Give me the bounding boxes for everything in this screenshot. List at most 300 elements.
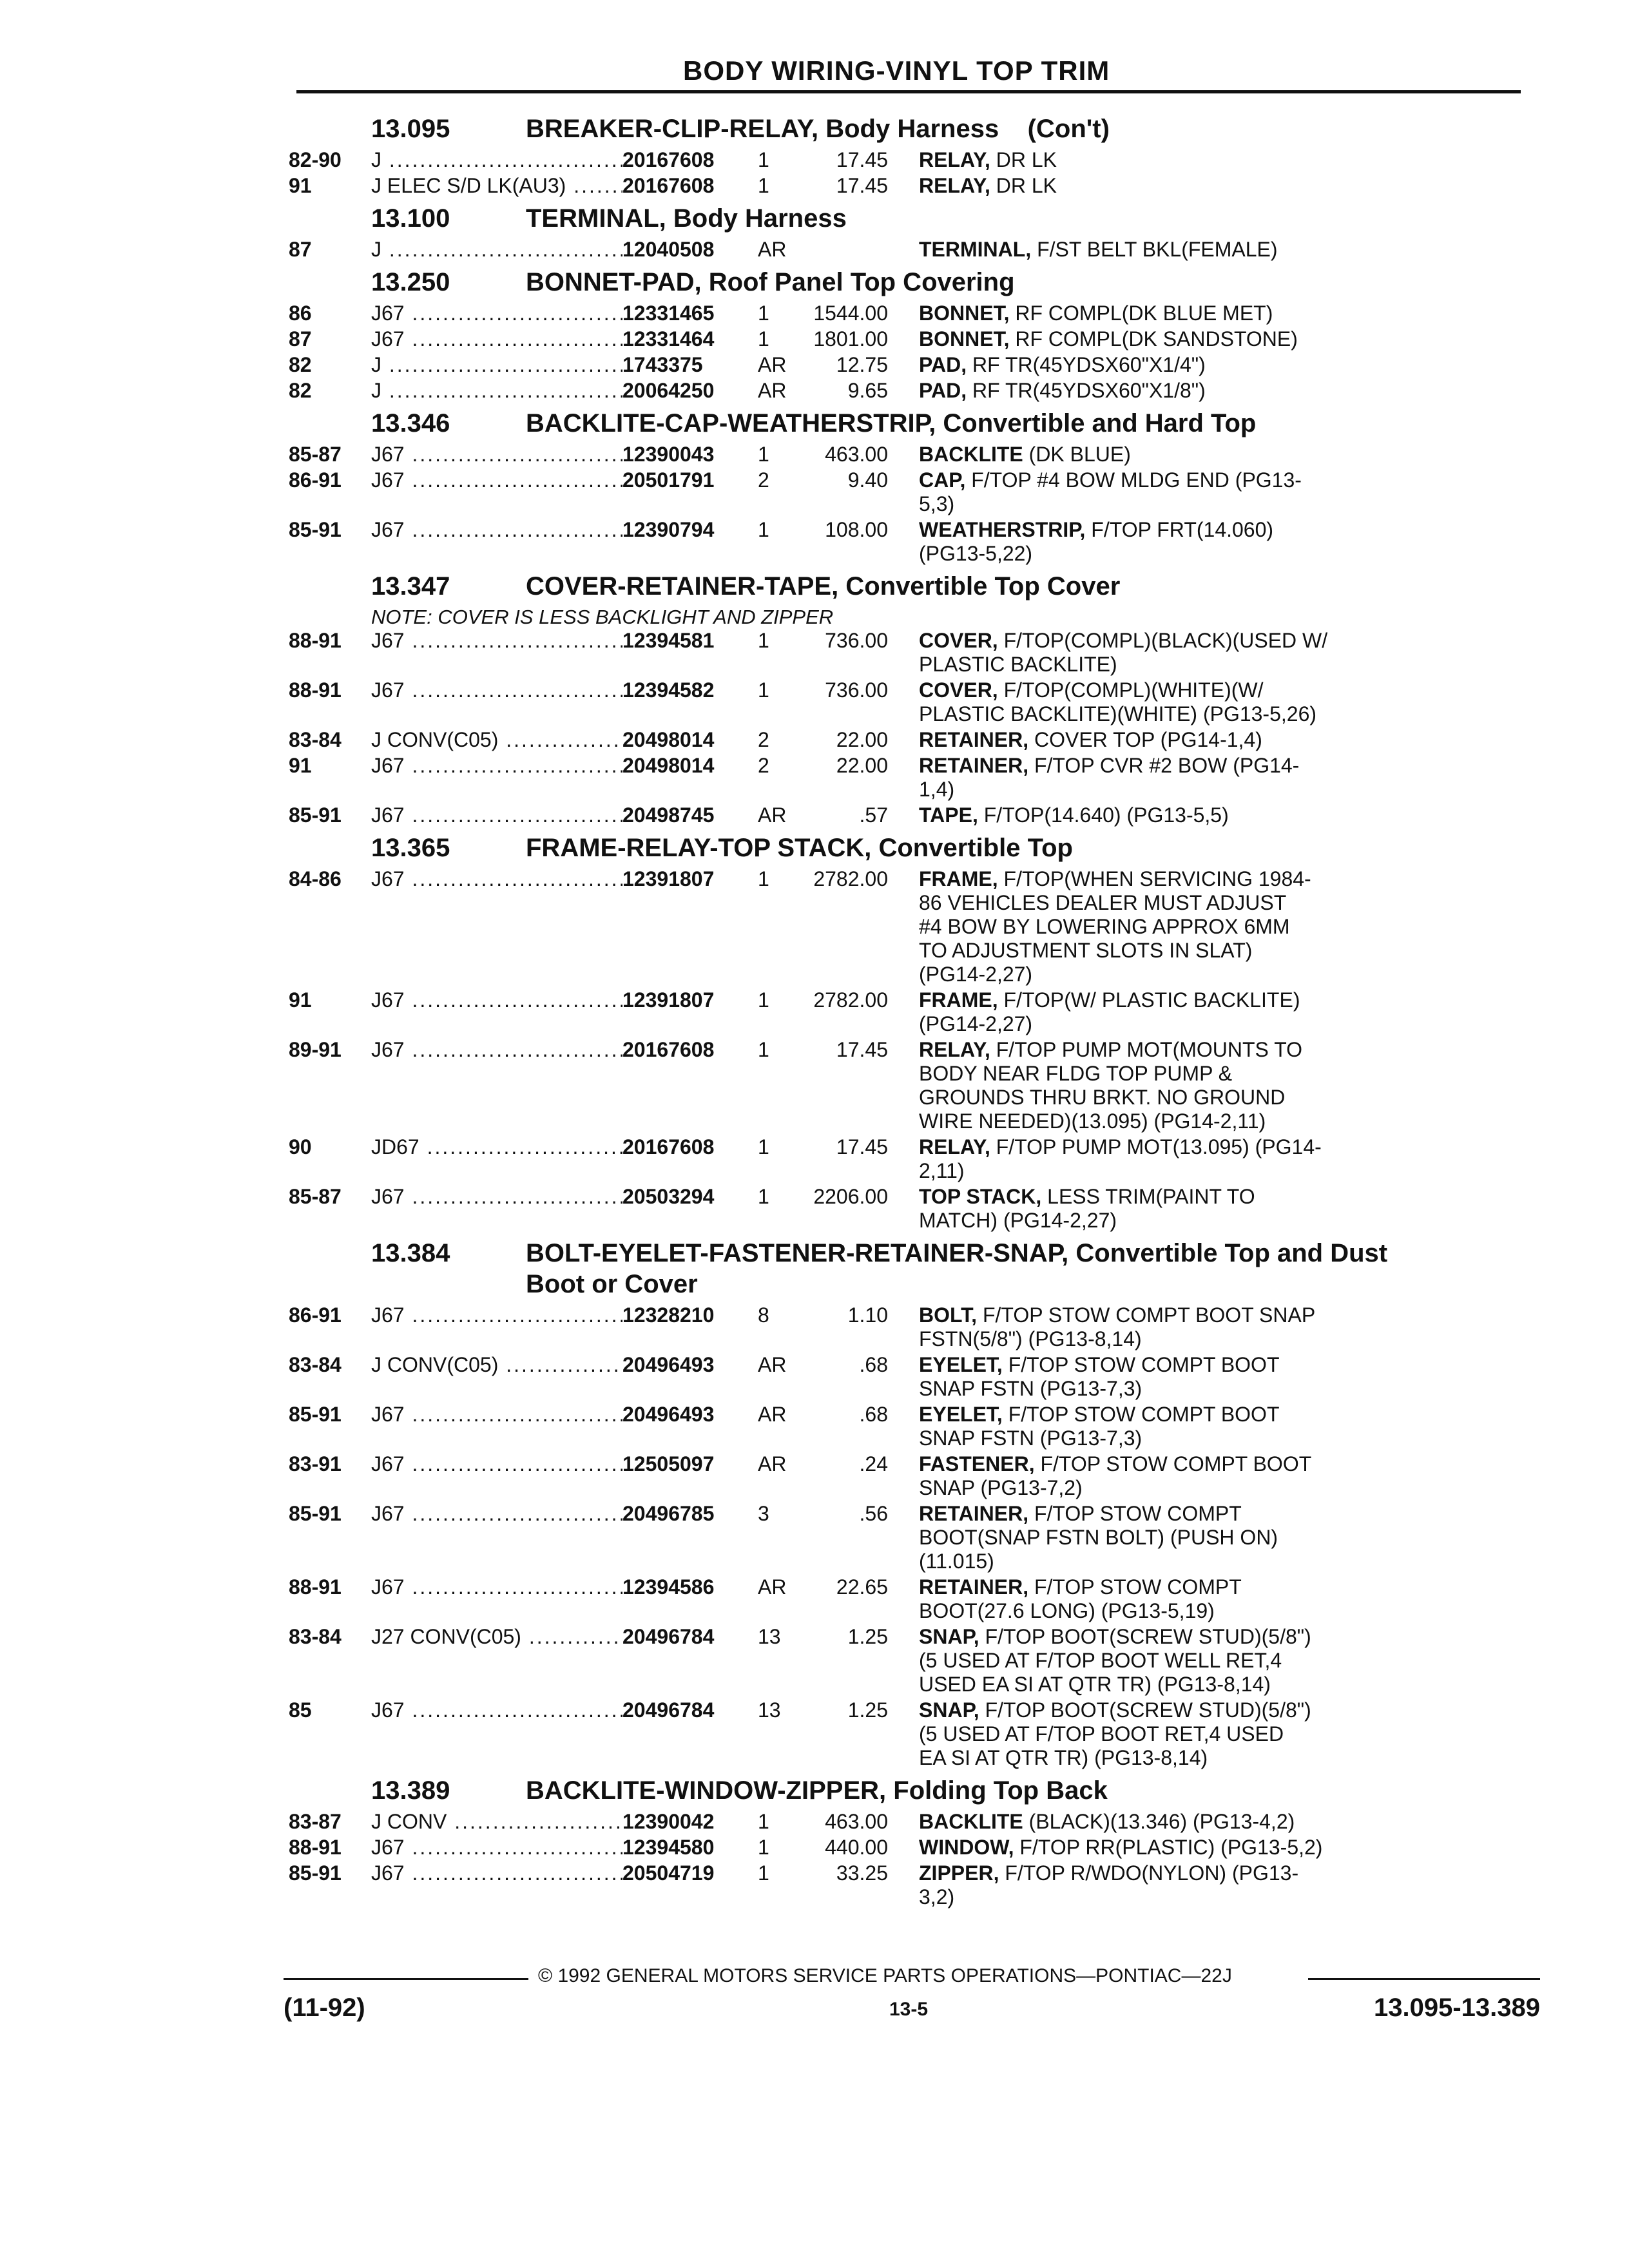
- footer-rule-left: [284, 1978, 528, 1980]
- price: [809, 302, 919, 325]
- part-detail: (DK BLUE): [1028, 443, 1131, 466]
- part-detail: RF COMPL(DK SANDSTONE): [1015, 327, 1298, 351]
- part-number-text: 20503294: [622, 1185, 715, 1208]
- fitment: [371, 1353, 622, 1401]
- quantity-text: 1: [758, 148, 769, 171]
- fitment: [371, 518, 622, 566]
- fitment-text: J67: [371, 867, 405, 890]
- model-years: [289, 468, 371, 516]
- model-years: [289, 803, 371, 827]
- price-text: 1.10: [847, 1303, 888, 1327]
- part-number: [622, 1403, 758, 1450]
- part-detail: F/TOP BOOT(SCREW STUD)(5/8") (5 USED AT F/TOP BOOT WELL RET,4 USED EA SI AT QTR TR) (PG13-8,14): [919, 1625, 1311, 1696]
- fitment: [371, 678, 622, 726]
- fitment-text: J CONV(C05): [371, 1353, 499, 1376]
- part-name: TERMINAL,: [919, 238, 1032, 261]
- part-detail: DR LK: [996, 148, 1057, 171]
- model-years: [289, 174, 371, 198]
- part-detail: RF COMPL(DK BLUE MET): [1015, 302, 1273, 325]
- part-description: [919, 1698, 1539, 1770]
- section-heading: [289, 203, 1539, 234]
- part-description: [919, 1038, 1539, 1133]
- fitment: [371, 1403, 622, 1450]
- part-name: BONNET,: [919, 302, 1010, 325]
- fitment-text: J67: [371, 803, 405, 827]
- part-row: [289, 1698, 1539, 1770]
- part-number: [622, 174, 758, 198]
- price-text: .56: [859, 1502, 888, 1525]
- model-years: [289, 443, 371, 466]
- quantity: [758, 728, 809, 752]
- part-number-text: 12331465: [622, 302, 715, 325]
- price: [809, 174, 919, 198]
- model-years: [289, 1575, 371, 1623]
- price: [809, 867, 919, 986]
- section-heading: [289, 408, 1539, 439]
- price: [809, 1403, 919, 1450]
- part-row: [289, 803, 1539, 827]
- fitment: [371, 867, 622, 986]
- fitment-text: J67: [371, 1698, 405, 1722]
- price: [809, 1698, 919, 1770]
- part-row: [289, 678, 1539, 726]
- model-years: [289, 1038, 371, 1133]
- part-name: RETAINER,: [919, 1575, 1029, 1599]
- part-description: [919, 327, 1539, 351]
- part-detail: F/TOP STOW COMPT BOOT SNAP FSTN(5/8") (PG13-8,14): [919, 1303, 1316, 1350]
- part-name: RELAY,: [919, 174, 990, 197]
- section-13-389: [289, 1775, 1539, 1909]
- section-13-384: [289, 1238, 1539, 1770]
- part-row: [289, 1836, 1539, 1860]
- part-description: [919, 148, 1539, 172]
- section-title: BONNET-PAD, Roof Panel Top Covering: [526, 268, 1015, 296]
- quantity: [758, 754, 809, 802]
- price-text: 22.00: [836, 754, 888, 777]
- part-number-text: 12505097: [622, 1452, 715, 1475]
- price: [809, 327, 919, 351]
- part-name: FASTENER,: [919, 1452, 1035, 1475]
- quantity-text: 13: [758, 1698, 781, 1722]
- part-name: RELAY,: [919, 1038, 990, 1061]
- model-years: [289, 867, 371, 986]
- part-number: [622, 327, 758, 351]
- fitment: [371, 1575, 622, 1623]
- quantity: [758, 1502, 809, 1573]
- model-years: [289, 1861, 371, 1909]
- part-description: [919, 803, 1539, 827]
- part-row: [289, 867, 1539, 986]
- part-row: [289, 148, 1539, 172]
- quantity: [758, 518, 809, 566]
- part-number: [622, 1575, 758, 1623]
- fitment: [371, 1303, 622, 1351]
- quantity: [758, 629, 809, 677]
- part-detail: DR LK: [996, 174, 1057, 197]
- quantity: [758, 803, 809, 827]
- part-number-text: 20064250: [622, 379, 715, 402]
- quantity: [758, 353, 809, 377]
- fitment-text: J67: [371, 754, 405, 777]
- section-title: BOLT-EYELET-FASTENER-RETAINER-SNAP, Convertible Top and Dust Boot or Cover: [526, 1239, 1388, 1298]
- fitment-text: J67: [371, 1502, 405, 1525]
- section-number: 13.389: [371, 1776, 450, 1805]
- quantity-text: 8: [758, 1303, 769, 1327]
- model-years-text: 85-91: [289, 1502, 342, 1525]
- part-detail: F/TOP CVR #2 BOW (PG14- 1,4): [919, 754, 1300, 801]
- model-years: [289, 754, 371, 802]
- section-13-250: [289, 267, 1539, 403]
- part-description: [919, 1810, 1539, 1834]
- fitment-text: J67: [371, 629, 405, 652]
- price: [809, 988, 919, 1036]
- part-number-text: 20496784: [622, 1698, 715, 1722]
- fitment: [371, 1185, 622, 1233]
- quantity: [758, 379, 809, 403]
- part-number: [622, 728, 758, 752]
- price-text: 1.25: [847, 1698, 888, 1722]
- part-name: SNAP,: [919, 1625, 979, 1648]
- part-row: [289, 443, 1539, 466]
- price-text: 1.25: [847, 1625, 888, 1648]
- fitment: [371, 148, 622, 172]
- price: [809, 1575, 919, 1623]
- fitment-text: J: [371, 148, 381, 171]
- fitment-text: J67: [371, 1861, 405, 1885]
- part-number-text: 20167608: [622, 148, 715, 171]
- price-text: 2782.00: [813, 988, 888, 1012]
- part-row: [289, 1303, 1539, 1351]
- quantity: [758, 988, 809, 1036]
- part-row: [289, 468, 1539, 516]
- section-title: FRAME-RELAY-TOP STACK, Convertible Top: [526, 834, 1073, 862]
- part-number-text: 12040508: [622, 238, 715, 261]
- part-name: RELAY,: [919, 148, 990, 171]
- part-detail: F/TOP PUMP MOT(MOUNTS TO BODY NEAR FLDG TOP PUMP & GROUNDS THRU BRKT. NO GROUND WIRE NEEDED)(13.095) (PG14-2,11): [919, 1038, 1303, 1133]
- quantity-text: AR: [758, 1575, 787, 1599]
- model-years-text: 88-91: [289, 629, 342, 652]
- part-name: BONNET,: [919, 327, 1010, 351]
- part-detail: F/TOP R/WDO(NYLON) (PG13- 3,2): [919, 1861, 1299, 1908]
- model-years-text: 86-91: [289, 1303, 342, 1327]
- part-row: [289, 629, 1539, 677]
- part-number-text: 20167608: [622, 1038, 715, 1061]
- price: [809, 678, 919, 726]
- part-number-text: 12328210: [622, 1303, 715, 1327]
- part-name: FRAME,: [919, 867, 998, 890]
- part-number-text: 20504719: [622, 1861, 715, 1885]
- part-name: TAPE,: [919, 803, 978, 827]
- quantity-text: 1: [758, 1038, 769, 1061]
- price: [809, 803, 919, 827]
- quantity-text: 1: [758, 1861, 769, 1885]
- model-years: [289, 1185, 371, 1233]
- part-description: [919, 867, 1539, 986]
- model-years-text: 83-87: [289, 1810, 342, 1833]
- fitment-text: J67: [371, 1038, 405, 1061]
- part-number-text: 20501791: [622, 468, 715, 492]
- model-years: [289, 1353, 371, 1401]
- part-detail: (BLACK)(13.346) (PG13-4,2): [1028, 1810, 1295, 1833]
- price-text: 440.00: [825, 1836, 888, 1859]
- section-title: COVER-RETAINER-TAPE, Convertible Top Cover: [526, 572, 1121, 601]
- quantity: [758, 327, 809, 351]
- quantity-text: 13: [758, 1625, 781, 1648]
- part-row: [289, 174, 1539, 198]
- model-years: [289, 678, 371, 726]
- model-years-text: 91: [289, 754, 312, 777]
- parts-list: [289, 108, 1539, 1911]
- fitment-text: J67: [371, 678, 405, 702]
- model-years: [289, 1698, 371, 1770]
- part-number-text: 1743375: [622, 353, 703, 376]
- section-number: 13.365: [371, 834, 450, 862]
- quantity-text: AR: [758, 1452, 787, 1475]
- part-number: [622, 1810, 758, 1834]
- model-years: [289, 302, 371, 325]
- fitment: [371, 1452, 622, 1500]
- quantity-text: 1: [758, 1810, 769, 1833]
- part-row: [289, 1625, 1539, 1696]
- price-text: 33.25: [836, 1861, 888, 1885]
- model-years-text: 85-87: [289, 443, 342, 466]
- fitment: [371, 728, 622, 752]
- model-years-text: 87: [289, 238, 312, 261]
- model-years-text: 85: [289, 1698, 312, 1722]
- quantity: [758, 1625, 809, 1696]
- fitment-text: JD67: [371, 1135, 419, 1158]
- price-text: 9.65: [847, 379, 888, 402]
- model-years-text: 83-84: [289, 1625, 342, 1648]
- quantity-text: 1: [758, 988, 769, 1012]
- price-text: 9.40: [847, 468, 888, 492]
- part-row: [289, 988, 1539, 1036]
- price: [809, 1836, 919, 1860]
- section-number: 13.100: [371, 204, 450, 233]
- part-number-text: 20498014: [622, 728, 715, 751]
- fitment: [371, 1836, 622, 1860]
- model-years-text: 83-84: [289, 728, 342, 751]
- fitment-text: J: [371, 379, 381, 402]
- fitment: [371, 174, 622, 198]
- part-row: [289, 1575, 1539, 1623]
- part-detail: COVER TOP (PG14-1,4): [1034, 728, 1262, 751]
- fitment-text: J: [371, 238, 381, 261]
- fitment: [371, 468, 622, 516]
- section-number: 13.346: [371, 409, 450, 437]
- section-title: BACKLITE-WINDOW-ZIPPER, Folding Top Back: [526, 1776, 1108, 1805]
- quantity-text: 1: [758, 1185, 769, 1208]
- part-number: [622, 678, 758, 726]
- part-description: [919, 1403, 1539, 1450]
- quantity: [758, 1698, 809, 1770]
- price-text: 12.75: [836, 353, 888, 376]
- price-text: 17.45: [836, 1038, 888, 1061]
- part-row: [289, 1452, 1539, 1500]
- quantity: [758, 867, 809, 986]
- part-description: [919, 728, 1539, 752]
- part-number-text: 20496784: [622, 1625, 715, 1648]
- price-text: 108.00: [825, 518, 888, 541]
- model-years-text: 84-86: [289, 867, 342, 890]
- part-detail: F/TOP(COMPL)(WHITE)(W/ PLASTIC BACKLITE)(WHITE) (PG13-5,26): [919, 678, 1317, 726]
- quantity: [758, 174, 809, 198]
- section-number: 13.384: [371, 1239, 450, 1267]
- quantity: [758, 1861, 809, 1909]
- part-number: [622, 353, 758, 377]
- part-row: [289, 1353, 1539, 1401]
- part-number: [622, 1452, 758, 1500]
- price-text: 463.00: [825, 443, 888, 466]
- quantity-text: 1: [758, 678, 769, 702]
- price-text: 17.45: [836, 174, 888, 197]
- part-description: [919, 1575, 1539, 1623]
- price: [809, 1185, 919, 1233]
- part-number: [622, 754, 758, 802]
- quantity-text: 1: [758, 867, 769, 890]
- price: [809, 1452, 919, 1500]
- part-row: [289, 327, 1539, 351]
- part-name: RETAINER,: [919, 728, 1029, 751]
- price: [809, 1502, 919, 1573]
- price-text: 17.45: [836, 1135, 888, 1158]
- quantity: [758, 1135, 809, 1183]
- price-text: 463.00: [825, 1810, 888, 1833]
- part-number-text: 20496785: [622, 1502, 715, 1525]
- part-number-text: 12394580: [622, 1836, 715, 1859]
- price-text: 17.45: [836, 148, 888, 171]
- fitment-text: J67: [371, 1185, 405, 1208]
- model-years-text: 82-90: [289, 148, 342, 171]
- model-years-text: 91: [289, 174, 312, 197]
- part-description: [919, 1861, 1539, 1909]
- part-name: RELAY,: [919, 1135, 990, 1158]
- fitment: [371, 302, 622, 325]
- section-note: NOTE: COVER IS LESS BACKLIGHT AND ZIPPER: [371, 606, 834, 628]
- part-description: [919, 1625, 1539, 1696]
- part-number: [622, 148, 758, 172]
- part-number: [622, 988, 758, 1036]
- part-description: [919, 379, 1539, 403]
- price-text: .68: [859, 1353, 888, 1376]
- part-detail: RF TR(45YDSX60"X1/8"): [972, 379, 1206, 402]
- part-name: CAP,: [919, 468, 966, 492]
- part-number-text: 12394581: [622, 629, 715, 652]
- part-row: [289, 518, 1539, 566]
- price: [809, 1038, 919, 1133]
- part-number-text: 12391807: [622, 867, 715, 890]
- part-name: ZIPPER,: [919, 1861, 999, 1885]
- part-detail: F/TOP RR(PLASTIC) (PG13-5,2): [1019, 1836, 1323, 1859]
- part-name: EYELET,: [919, 1353, 1003, 1376]
- model-years: [289, 1403, 371, 1450]
- model-years: [289, 1135, 371, 1183]
- quantity-text: 1: [758, 302, 769, 325]
- part-row: [289, 1185, 1539, 1233]
- quantity: [758, 302, 809, 325]
- price: [809, 148, 919, 172]
- quantity-text: 2: [758, 468, 769, 492]
- model-years-text: 85-91: [289, 803, 342, 827]
- quantity-text: AR: [758, 379, 787, 402]
- model-years-text: 85-91: [289, 1861, 342, 1885]
- part-description: [919, 238, 1539, 262]
- part-description: [919, 174, 1539, 198]
- model-years-text: 82: [289, 379, 312, 402]
- part-name: BOLT,: [919, 1303, 978, 1327]
- part-detail: F/TOP STOW COMPT BOOT SNAP FSTN (PG13-7,3): [919, 1403, 1280, 1450]
- model-years: [289, 1502, 371, 1573]
- part-number-text: 20498745: [622, 803, 715, 827]
- fitment: [371, 1502, 622, 1573]
- quantity-text: 2: [758, 728, 769, 751]
- price: [809, 379, 919, 403]
- quantity-text: AR: [758, 803, 787, 827]
- part-name: WEATHERSTRIP,: [919, 518, 1086, 541]
- part-number: [622, 1625, 758, 1696]
- model-years: [289, 1303, 371, 1351]
- fitment: [371, 988, 622, 1036]
- part-detail: F/TOP(W/ PLASTIC BACKLITE) (PG14-2,27): [919, 988, 1300, 1035]
- section-13-095: [289, 113, 1539, 198]
- fitment-text: J67: [371, 443, 405, 466]
- part-description: [919, 1452, 1539, 1500]
- part-number-text: 12394586: [622, 1575, 715, 1599]
- model-years: [289, 1810, 371, 1834]
- part-detail: F/TOP(14.640) (PG13-5,5): [983, 803, 1229, 827]
- model-years-text: 82: [289, 353, 312, 376]
- price: [809, 443, 919, 466]
- section-number: 13.347: [371, 572, 450, 601]
- model-years-text: 86: [289, 302, 312, 325]
- part-detail: F/TOP STOW COMPT BOOT(SNAP FSTN BOLT) (PUSH ON) (11.015): [919, 1502, 1278, 1573]
- part-row: [289, 379, 1539, 403]
- model-years: [289, 1625, 371, 1696]
- part-detail: F/TOP BOOT(SCREW STUD)(5/8") (5 USED AT F/TOP BOOT RET,4 USED EA SI AT QTR TR) (PG13-8,14): [919, 1698, 1311, 1769]
- part-number: [622, 867, 758, 986]
- part-row: [289, 1135, 1539, 1183]
- part-name: BACKLITE: [919, 1810, 1023, 1833]
- fitment-text: J67: [371, 518, 405, 541]
- quantity: [758, 238, 809, 262]
- section-13-346: [289, 408, 1539, 566]
- part-number-text: 20496493: [622, 1403, 715, 1426]
- part-description: [919, 754, 1539, 802]
- section-title: BREAKER-CLIP-RELAY, Body Harness (Con't): [526, 115, 1110, 143]
- part-number-text: 20167608: [622, 174, 715, 197]
- part-number-text: 12394582: [622, 678, 715, 702]
- part-number: [622, 468, 758, 516]
- part-description: [919, 1353, 1539, 1401]
- quantity: [758, 1185, 809, 1233]
- price: [809, 754, 919, 802]
- quantity: [758, 678, 809, 726]
- part-description: [919, 1135, 1539, 1183]
- price-text: 1544.00: [813, 302, 888, 325]
- price-text: 22.65: [836, 1575, 888, 1599]
- fitment: [371, 327, 622, 351]
- fitment-text: J67: [371, 302, 405, 325]
- quantity-text: AR: [758, 353, 787, 376]
- model-years-text: 88-91: [289, 678, 342, 702]
- fitment-text: J CONV(C05): [371, 728, 499, 751]
- quantity: [758, 468, 809, 516]
- part-detail: F/TOP STOW COMPT BOOT(27.6 LONG) (PG13-5,19): [919, 1575, 1242, 1622]
- price: [809, 1810, 919, 1834]
- model-years-text: 85-91: [289, 518, 342, 541]
- part-detail: RF TR(45YDSX60"X1/4"): [972, 353, 1206, 376]
- price: [809, 1353, 919, 1401]
